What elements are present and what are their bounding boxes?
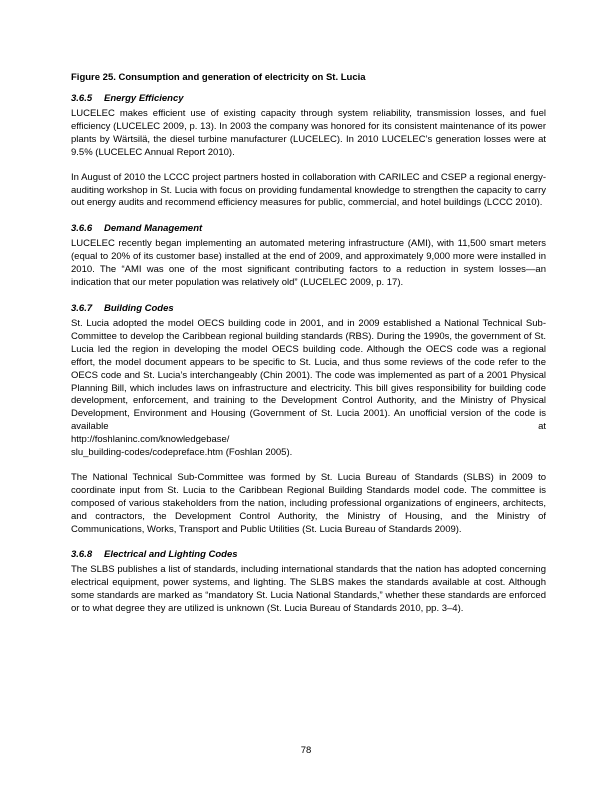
- section-title: Electrical and Lighting Codes: [104, 549, 238, 561]
- section-number: 3.6.5: [71, 93, 93, 104]
- section-title: Demand Management: [104, 223, 203, 235]
- section-demand-management: [71, 222, 546, 290]
- paragraph: In August of 2010 the LCCC project partners hosted in collaboration with CARILEC and CSEP a regional energy-auditing workshop in St. Lucia with focus on providing fundamental knowledge to strengthen the capacity to carry out energy audits and recommend efficiency measures for public, commercial, and hotel buildings (LCCC 2010).: [71, 171, 546, 209]
- section-number: 3.6.6: [71, 223, 93, 235]
- section-title: Energy Efficiency: [104, 93, 184, 104]
- paragraph: St. Lucia adopted the model OECS building code in 2001, and in 2009 established a National Technical Sub-Committee to develop the Caribbean regional building standards (RBS). During the 1990s, the government of St. Lucia led the region in developing the model OECS building code. Although the OECS code was a regional effort, the model document appears to be specific to St. Lucia, and thus some reviews of the code refer to the OECS code and St. Lucia’s interchangeably (Chin 2001). The code was implemented as part of a 2001 Physical Planning Bill, which includes laws on infrastructure and electricity. This bill gives responsibility for building code development, enforcement, and training to the Development Control Authority, and the Ministry of Physical Development, Environment and Housing (Government of St. Lucia 2001). An unofficial version of the code is available at: [71, 317, 546, 433]
- paragraph: LUCELEC makes efficient use of existing capacity through system reliability, transmission losses, and fuel efficiency (LUCELEC 2009, p. 13). In 2003 the company was honored for its consistent maintenance of its power plants by Wärtsilä, the diesel turbine manufacturer (LUCELEC). In 2010 LUCELEC’s generation losses were at 9.5% (LUCELEC Annual Report 2010).: [71, 108, 546, 158]
- page-number: 78: [300, 745, 312, 756]
- section-heading-energy-efficiency: [71, 92, 546, 105]
- page-content: [71, 71, 546, 628]
- section-heading-building-codes: [71, 302, 546, 315]
- paragraph: The SLBS publishes a list of standards, including international standards that the nation has adopted concerning electrical equipment, power systems, and lighting. The SLBS makes the standards available at cost. Although some standards are marked as “mandatory St. Lucia National Standards,” whether these standards are enforced or to what degree they are utilized is unknown (St. Lucia Bureau of Standards 2010, pp. 3–4).: [71, 564, 546, 615]
- section-electrical-lighting-codes: [71, 548, 546, 616]
- paragraph: LUCELEC recently began implementing an automated metering infrastructure (AMI), with 11,500 smart meters (equal to 20% of its customer base) installed at the end of 2009, and approximately 9,000 more were installed in 2010. The “AMI was one of the most significant contributing factors to a reduction in system losses—an indication that our meter population was relatively old” (LUCELEC 2009, p. 17).: [71, 238, 546, 289]
- figure-caption: Figure 25. Consumption and generation of electricity on St. Lucia: [71, 72, 366, 83]
- url-line: slu_building-codes/codepreface.htm (Foshlan 2005).: [71, 447, 293, 459]
- section-building-codes: [71, 302, 546, 537]
- section-heading-demand-management: [71, 222, 546, 235]
- section-energy-efficiency: [71, 92, 546, 210]
- section-heading-electrical-lighting-codes: [71, 548, 546, 561]
- section-number: 3.6.7: [71, 302, 93, 314]
- section-number: 3.6.8: [71, 549, 93, 561]
- section-title: Building Codes: [104, 302, 174, 314]
- url-line: http://foshlaninc.com/knowledgebase/: [71, 434, 230, 446]
- paragraph: The National Technical Sub-Committee was formed by St. Lucia Bureau of Standards (SLBS) in 2009 to coordinate input from St. Lucia to the Caribbean Regional Building Standards model code. The committee is composed of various stakeholders from the nation, including professional organizations of engineers, architects, and contractors, the Development Control Authority, the Ministry of Housing, and the Ministry of Communications, Works, Transport and Public Utilities (St. Lucia Bureau of Standards 2009).: [71, 471, 546, 535]
